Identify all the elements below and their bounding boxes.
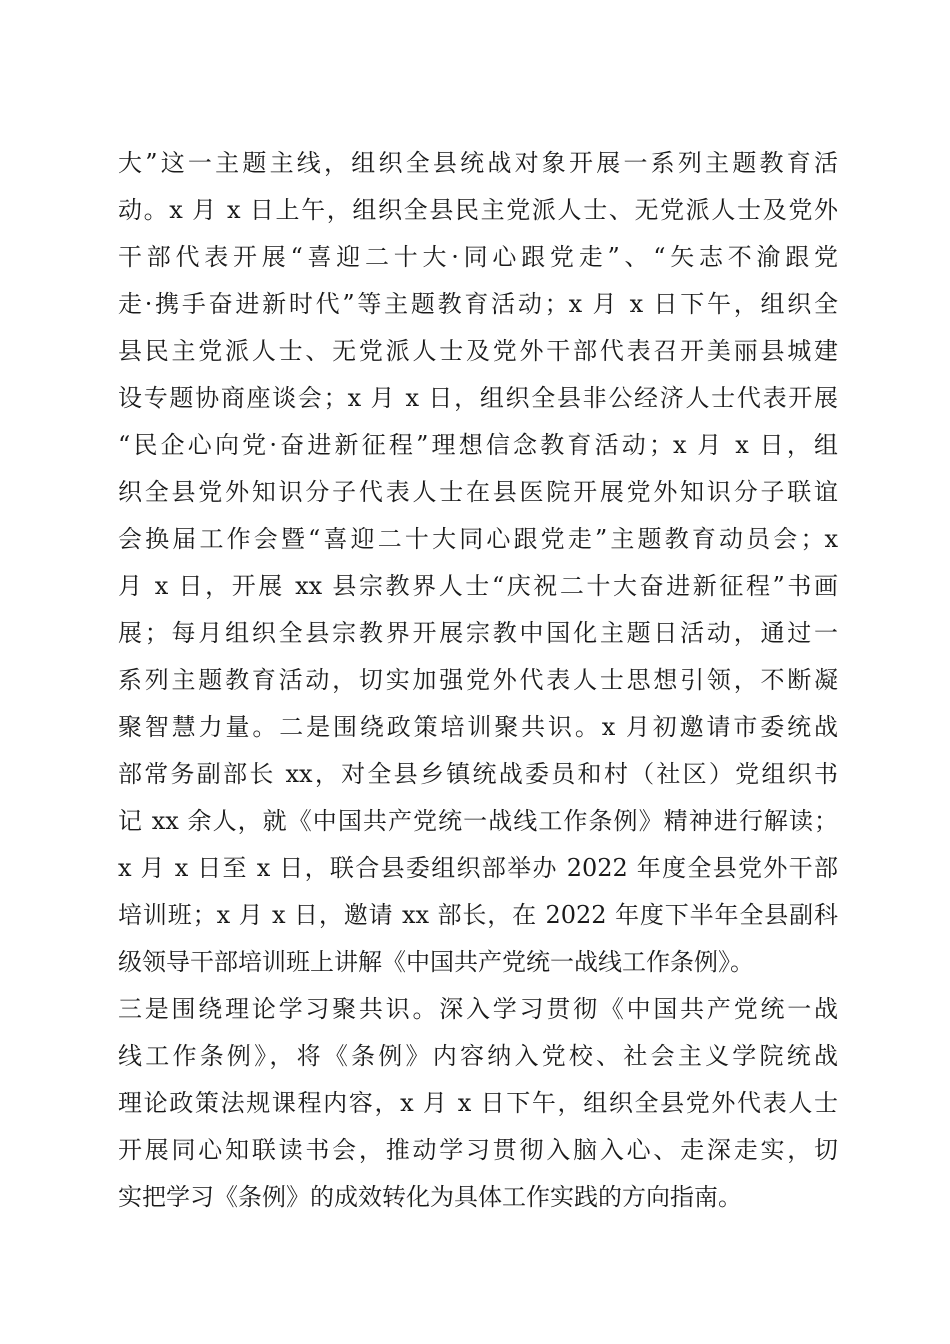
text-line-5: 县民主党派人士、无党派人士及党外干部代表召开美丽县城建 (118, 337, 838, 365)
text-line-9: 会换届工作会暨“喜迎二十大同心跟党走”主题教育动员会；x (118, 525, 838, 553)
text-line-1: 大”这一主题主线，组织全县统战对象开展一系列主题教育活 (118, 149, 838, 177)
text-line-16: x 月 x 日至 x 日，联合县委组织部举办 2022 年度全县党外干部 (118, 854, 838, 882)
text-line-10: 月 x 日，开展 xx 县宗教界人士“庆祝二十大奋进新征程”书画 (118, 572, 838, 600)
text-line-14: 部常务副部长 xx，对全县乡镇统战委员和村（社区）党组织书 (118, 760, 838, 788)
text-line-17: 培训班；x 月 x 日，邀请 xx 部长，在 2022 年度下半年全县副科 (118, 901, 838, 929)
text-line-20: 线工作条例》，将《条例》内容纳入党校、社会主义学院统战 (118, 1042, 838, 1070)
text-line-22: 开展同心知联读书会，推动学习贯彻入脑入心、走深走实，切 (118, 1136, 838, 1164)
text-line-2: 动。x 月 x 日上午，组织全县民主党派人士、无党派人士及党外 (118, 196, 838, 224)
text-line-13: 聚智慧力量。二是围绕政策培训聚共识。x 月初邀请市委统战 (118, 713, 838, 741)
text-line-19: 三是围绕理论学习聚共识。深入学习贯彻《中国共产党统一战 (118, 995, 838, 1023)
text-line-18: 级领导干部培训班上讲解《中国共产党统一战线工作条例》。 (118, 948, 754, 976)
text-line-21: 理论政策法规课程内容，x 月 x 日下午，组织全县党外代表人士 (118, 1089, 838, 1117)
text-line-11: 展；每月组织全县宗教界开展宗教中国化主题日活动，通过一 (118, 619, 838, 647)
text-line-8: 织全县党外知识分子代表人士在县医院开展党外知识分子联谊 (118, 478, 838, 506)
body-text (118, 140, 838, 1221)
text-line-6: 设专题协商座谈会；x 月 x 日，组织全县非公经济人士代表开展 (118, 384, 838, 412)
text-line-7: “民企心向党·奋进新征程”理想信念教育活动；x 月 x 日，组 (118, 431, 838, 459)
text-line-4: 走·携手奋进新时代”等主题教育活动；x 月 x 日下午，组织全 (118, 290, 838, 318)
text-line-12: 系列主题教育活动，切实加强党外代表人士思想引领，不断凝 (118, 666, 838, 694)
text-line-15: 记 xx 余人，就《中国共产党统一战线工作条例》精神进行解读； (118, 807, 838, 835)
text-line-23: 实把学习《条例》的成效转化为具体工作实践的方向指南。 (118, 1183, 742, 1211)
text-line-3: 干部代表开展“喜迎二十大·同心跟党走”、“矢志不渝跟党 (118, 243, 838, 271)
